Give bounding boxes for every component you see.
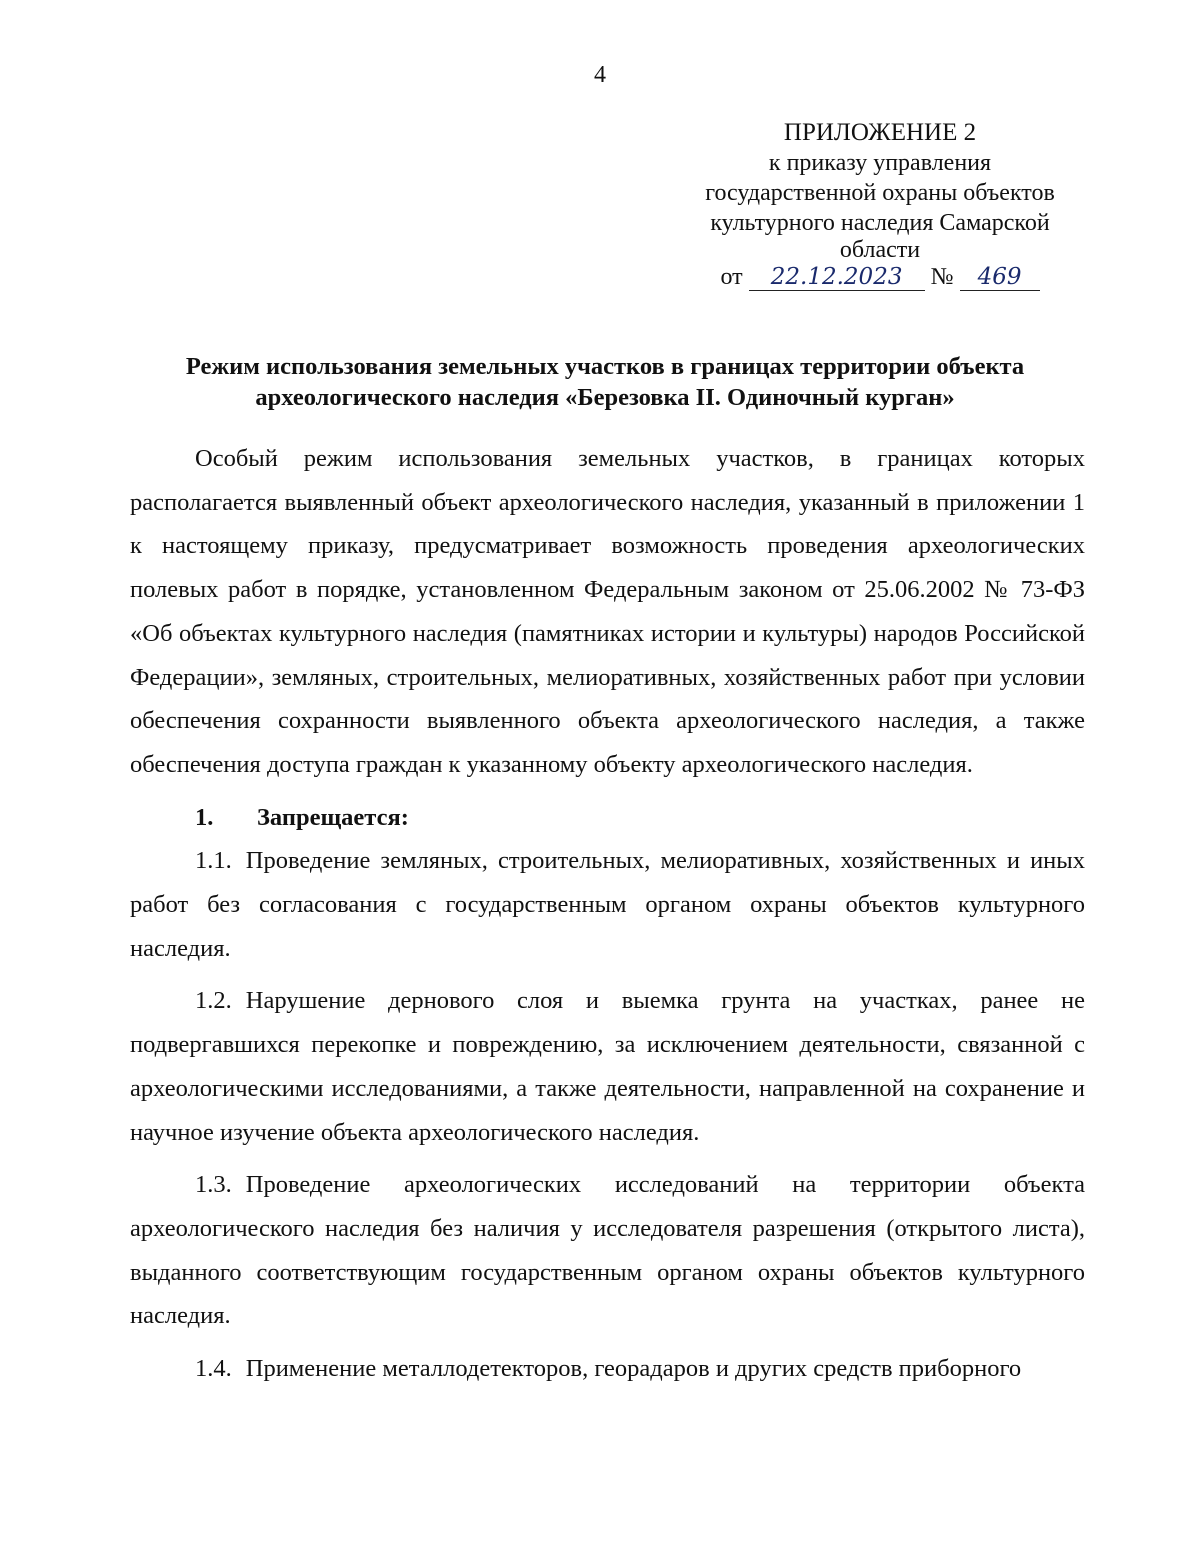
item-text: Нарушение дернового слоя и выемка грунта на участках, ранее не подвергавшихся перекопке и повреждению, за исключением деятельности, связанной с археологическими исследованиями, а также деятельности, направленной на сохранение и научное изучение объекта археологического наследия. <box>130 987 1085 1146</box>
list-item <box>130 1347 1085 1391</box>
appendix-block <box>670 118 1090 292</box>
document-title <box>130 351 1080 413</box>
item-number: 1.3. <box>195 1171 232 1199</box>
item-number: 1.4. <box>195 1355 232 1383</box>
list-item <box>130 839 1085 970</box>
order-date-line <box>670 262 1090 292</box>
item-text: Применение металлодетекторов, георадаров и других средств приборного <box>245 1355 1022 1383</box>
section-heading <box>130 796 1085 840</box>
document-title-line: археологического наследия «Березовка II. Одиночный курган» <box>255 384 955 411</box>
list-item <box>130 979 1085 1154</box>
appendix-line: государственной охраны объектов <box>705 180 1055 206</box>
document-title-line: Режим использования земельных участков в границах территории объекта <box>185 353 1025 380</box>
number-prefix: № <box>930 264 954 290</box>
section-title: Запрещается: <box>257 803 409 831</box>
item-text: Проведение земляных, строительных, мелиоративных, хозяйственных и иных работ без согласования с государственным органом охраны объектов культурного наследия. <box>130 847 1085 962</box>
item-number: 1.2. <box>195 987 232 1015</box>
list-item <box>130 1163 1085 1338</box>
item-text: Проведение археологических исследований на территории объекта археологического наследия без наличия у исследователя разрешения (открытого листа), выданного соответствующим государственным органом охраны объектов культурного наследия. <box>130 1171 1085 1330</box>
page-number: 4 <box>594 62 606 88</box>
intro-paragraph: Особый режим использования земельных участков, в границах которых располагается выявленный объект археологического наследия, указанный в приложении 1 к настоящему приказу, предусматривает возможность проведения археологических полевых работ в порядке, установленном Федеральным законом от 25.06.2002 № 73-ФЗ «Об объектах культурного наследия (памятниках истории и культуры) народов Российской Федерации», земляных, строительных, мелиоративных, хозяйственных работ при условии обеспечения сохранности выявленного объекта археологического наследия, а также обеспечения доступа граждан к указанному объекту археологического наследия. <box>130 445 1085 778</box>
handwritten-order-number: 469 <box>960 264 1040 291</box>
document-body <box>130 437 1085 1391</box>
appendix-line: области <box>839 237 921 263</box>
appendix-title: ПРИЛОЖЕНИЕ 2 <box>783 119 977 146</box>
date-prefix: от <box>720 264 743 290</box>
appendix-line: к приказу управления <box>768 150 992 176</box>
section-number: 1. <box>195 803 214 831</box>
handwritten-date: 22.12.2023 <box>749 264 925 291</box>
item-number: 1.1. <box>195 847 232 875</box>
appendix-line: культурного наследия Самарской <box>710 210 1050 236</box>
